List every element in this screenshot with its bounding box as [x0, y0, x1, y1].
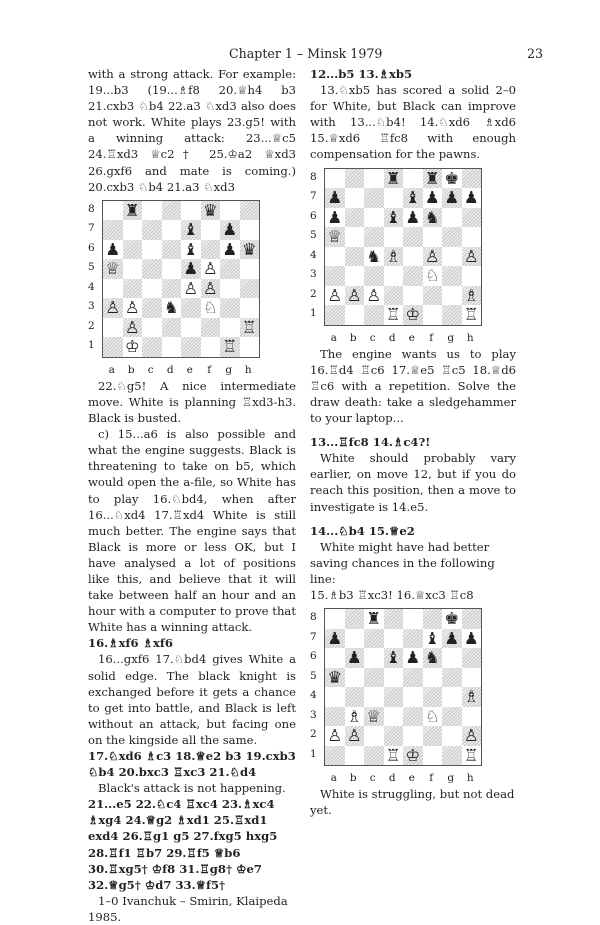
- rank-label: 1: [310, 747, 317, 760]
- rank-label: 7: [88, 222, 95, 235]
- board-square: ♙: [181, 279, 201, 299]
- rank-label: 7: [310, 630, 317, 643]
- board-square: [384, 726, 404, 746]
- board-square: [142, 318, 162, 338]
- paragraph: White might have had better saving chances in the following line:: [310, 539, 495, 586]
- board-square: [403, 169, 423, 189]
- board-square: [423, 726, 443, 746]
- board-square: [462, 648, 482, 668]
- board-square: [423, 687, 443, 707]
- board-square: ♝: [384, 208, 404, 228]
- rank-label: 2: [88, 319, 95, 332]
- rank-label: 6: [310, 650, 317, 663]
- board-square: [123, 259, 143, 279]
- board-square: ♛: [201, 201, 221, 221]
- board-square: ♟: [345, 648, 365, 668]
- rank-label: 3: [88, 300, 95, 313]
- chess-board: [324, 608, 482, 766]
- board-square: ♙: [462, 726, 482, 746]
- file-label: h: [466, 772, 474, 785]
- board-square: [220, 279, 240, 299]
- board-square: [384, 668, 404, 688]
- board-square: [423, 668, 443, 688]
- board-square: [384, 609, 404, 629]
- board-square: [201, 337, 221, 357]
- rank-label: 5: [310, 669, 317, 682]
- board-square: [442, 726, 462, 746]
- board-square: ♙: [325, 286, 345, 306]
- board-square: [384, 227, 404, 247]
- board-square: [364, 305, 384, 325]
- board-square: [103, 318, 123, 338]
- board-square: [442, 746, 462, 766]
- board-square: [240, 220, 260, 240]
- board-square: [364, 687, 384, 707]
- board-square: [462, 609, 482, 629]
- board-square: ♟: [403, 648, 423, 668]
- board-square: [403, 707, 423, 727]
- rank-label: 2: [310, 728, 317, 741]
- file-label: b: [349, 772, 357, 785]
- file-label: e: [408, 331, 415, 344]
- board-square: [403, 687, 423, 707]
- rank-label: 5: [88, 261, 95, 274]
- board-square: ♙: [201, 279, 221, 299]
- variation-line: 15.♗b3 ♖xc3! 16.♕xc3 ♖c8: [310, 587, 474, 602]
- board-square: [462, 208, 482, 228]
- main-move: 17.♘xd6 ♗c3 18.♕e2 b3 19.cxb3 ♘b4 20.bxc3 ♖xc3 21.♘d4: [88, 749, 296, 780]
- board-square: [364, 668, 384, 688]
- board-square: [345, 629, 365, 649]
- board-square: [240, 279, 260, 299]
- board-square: ♕: [364, 707, 384, 727]
- board-square: [103, 337, 123, 357]
- file-label: c: [369, 331, 376, 344]
- board-square: [181, 201, 201, 221]
- board-square: [423, 227, 443, 247]
- board-square: [123, 240, 143, 260]
- board-square: [162, 279, 182, 299]
- main-move: 16.♗xf6 ♗xf6: [88, 636, 173, 651]
- rank-label: 8: [310, 611, 317, 624]
- board-square: [181, 298, 201, 318]
- board-square: [364, 266, 384, 286]
- rank-label: 4: [310, 248, 317, 261]
- board-square: [325, 707, 345, 727]
- board-square: [442, 286, 462, 306]
- file-label: a: [330, 772, 337, 785]
- board-square: [345, 188, 365, 208]
- board-square: [325, 169, 345, 189]
- board-square: [142, 201, 162, 221]
- board-square: ♔: [403, 305, 423, 325]
- board-square: [403, 286, 423, 306]
- board-square: [442, 208, 462, 228]
- board-square: [462, 169, 482, 189]
- board-square: [384, 188, 404, 208]
- board-square: ♞: [423, 208, 443, 228]
- board-square: ♟: [462, 188, 482, 208]
- board-square: ♛: [325, 668, 345, 688]
- board-square: ♝: [181, 220, 201, 240]
- board-square: [442, 305, 462, 325]
- board-square: [384, 629, 404, 649]
- rank-label: 4: [88, 280, 95, 293]
- board-square: [442, 707, 462, 727]
- board-square: [403, 726, 423, 746]
- board-square: ♟: [325, 188, 345, 208]
- board-square: ♘: [201, 298, 221, 318]
- caption: White is struggling, but not dead yet.: [310, 787, 515, 818]
- board-square: [403, 668, 423, 688]
- board-square: [442, 227, 462, 247]
- board-square: ♖: [462, 305, 482, 325]
- board-square: [442, 648, 462, 668]
- chess-board: [324, 168, 482, 326]
- left-column: [88, 66, 296, 925]
- board-square: [103, 220, 123, 240]
- rank-label: 3: [310, 708, 317, 721]
- rank-label: 7: [310, 190, 317, 203]
- board-square: ♟: [220, 220, 240, 240]
- board-square: [462, 668, 482, 688]
- rank-label: 4: [310, 689, 317, 702]
- board-square: [384, 266, 404, 286]
- board-square: [345, 266, 365, 286]
- paragraph: The engine wants us to play 16.♖d4 ♖c6 17.♕e5 ♖c5 18.♕d6 ♖c6 with a repetition. Solve the draw death: take a sledgehammer to your laptop...: [310, 346, 516, 426]
- file-label: d: [388, 772, 396, 785]
- board-square: [220, 201, 240, 221]
- board-square: ♙: [462, 247, 482, 267]
- board-square: [162, 240, 182, 260]
- board-square: ♘: [423, 266, 443, 286]
- board-square: ♞: [364, 247, 384, 267]
- paragraph: 1–0 Ivanchuk – Smirin, Klaipeda 1985.: [88, 893, 288, 924]
- board-square: ♟: [403, 208, 423, 228]
- rank-label: 5: [310, 229, 317, 242]
- board-square: ♟: [423, 188, 443, 208]
- board-square: [345, 609, 365, 629]
- board-square: ♖: [384, 746, 404, 766]
- board-square: ♞: [423, 648, 443, 668]
- board-square: ♙: [345, 726, 365, 746]
- board-square: [364, 208, 384, 228]
- board-square: ♙: [123, 318, 143, 338]
- board-square: [181, 337, 201, 357]
- board-square: ♟: [103, 240, 123, 260]
- board-square: [142, 279, 162, 299]
- file-label: d: [166, 363, 174, 376]
- board-square: ♗: [462, 687, 482, 707]
- board-square: [345, 687, 365, 707]
- board-square: [142, 259, 162, 279]
- file-label: c: [369, 772, 376, 785]
- board-square: ♙: [325, 726, 345, 746]
- file-label: f: [429, 331, 434, 344]
- file-label: g: [225, 363, 233, 376]
- board-square: [123, 279, 143, 299]
- board-square: [162, 337, 182, 357]
- board-square: [220, 259, 240, 279]
- section-heading: 12...b5 13.♗xb5: [310, 67, 413, 81]
- board-square: [364, 648, 384, 668]
- board-square: [384, 687, 404, 707]
- board-square: [345, 208, 365, 228]
- board-square: [364, 188, 384, 208]
- board-square: ♕: [325, 227, 345, 247]
- board-square: [220, 298, 240, 318]
- file-label: h: [466, 331, 474, 344]
- board-square: [423, 286, 443, 306]
- board-square: [403, 609, 423, 629]
- file-label: e: [186, 363, 193, 376]
- board-square: ♙: [364, 286, 384, 306]
- paragraph: with a strong attack. For example: 19...b3 (19...♗f8 20.♕h4 b3 21.cxb3 ♘b4 22.a3 ♘xd3 also does not work. White plays 23.g5! with a winning attack: 23...♕c5 24.♖xd3 ♕c2† 25.♔a2 ♕xd3 26.gxf6 and mate is coming.) 20.cxb3 ♘b4 21.a3 ♘xd3: [88, 67, 296, 194]
- board-square: [403, 227, 423, 247]
- board-square: ♝: [181, 240, 201, 260]
- board-square: [201, 318, 221, 338]
- chess-board: [102, 200, 260, 358]
- board-square: [403, 629, 423, 649]
- board-square: [384, 286, 404, 306]
- section-heading: 14...♘b4 15.♕e2: [310, 523, 415, 538]
- rank-label: 1: [88, 339, 95, 352]
- board-square: ♚: [442, 609, 462, 629]
- board-square: ♝: [403, 188, 423, 208]
- board-square: ♜: [384, 169, 404, 189]
- file-label: a: [108, 363, 115, 376]
- rank-label: 8: [310, 170, 317, 183]
- board-square: [462, 266, 482, 286]
- board-square: ♗: [345, 707, 365, 727]
- board-square: [325, 609, 345, 629]
- board-square: ♙: [123, 298, 143, 318]
- board-square: ♟: [220, 240, 240, 260]
- board-square: ♘: [423, 707, 443, 727]
- file-label: a: [330, 331, 337, 344]
- board-square: ♔: [403, 746, 423, 766]
- board-square: [384, 707, 404, 727]
- board-square: [142, 298, 162, 318]
- board-square: ♟: [462, 629, 482, 649]
- file-label: b: [349, 331, 357, 344]
- board-square: [345, 746, 365, 766]
- page-number: 23: [527, 46, 544, 61]
- board-square: [325, 247, 345, 267]
- board-square: [364, 169, 384, 189]
- board-square: [220, 318, 240, 338]
- board-square: ♙: [103, 298, 123, 318]
- board-square: [162, 318, 182, 338]
- paragraph: 13.♘xb5 has scored a solid 2–0 for White, but Black can improve with 13...♘b4! 14.♘xd6 ♗xd6 15.♕xd6 ♖fc8 with enough compensation for the pawns.: [310, 83, 516, 162]
- board-square: [442, 266, 462, 286]
- board-square: [345, 247, 365, 267]
- board-square: [142, 337, 162, 357]
- paragraph: 22.♘g5! A nice intermediate move. White is planning ♖xd3-h3. Black is busted.: [88, 378, 296, 426]
- rank-label: 1: [310, 307, 317, 320]
- board-square: ♔: [123, 337, 143, 357]
- board-square: ♖: [384, 305, 404, 325]
- board-square: ♚: [442, 169, 462, 189]
- board-square: [142, 220, 162, 240]
- board-square: [423, 746, 443, 766]
- board-square: [103, 201, 123, 221]
- chess-diagram: [310, 608, 516, 786]
- board-square: ♟: [181, 259, 201, 279]
- board-square: [364, 629, 384, 649]
- board-square: [345, 227, 365, 247]
- board-square: [364, 746, 384, 766]
- board-square: [345, 668, 365, 688]
- board-square: ♖: [220, 337, 240, 357]
- board-square: [325, 266, 345, 286]
- chess-diagram: [310, 168, 516, 346]
- board-square: [325, 648, 345, 668]
- board-square: [240, 259, 260, 279]
- section-heading: 13...♖fc8 14.♗c4?!: [310, 435, 431, 450]
- rank-label: 6: [310, 209, 317, 222]
- board-square: ♛: [240, 240, 260, 260]
- file-label: g: [447, 772, 455, 785]
- board-square: [162, 201, 182, 221]
- paragraph: 16...gxf6 17.♘bd4 gives White a solid edge. The black knight is exchanged before it gets a chance to get into battle, and Black is left without an attack, but facing one on the kingside all the same.: [88, 652, 296, 747]
- board-square: [423, 305, 443, 325]
- board-square: ♞: [162, 298, 182, 318]
- paragraph: White should probably vary earlier, on move 12, but if you do reach this position, then a move to investigate is 14.e5.: [310, 451, 516, 514]
- file-label: e: [408, 772, 415, 785]
- chess-diagram: [88, 200, 296, 378]
- board-square: ♕: [103, 259, 123, 279]
- paragraph: c) 15...a6 is also possible and what the engine suggests. Black is threatening to take on b5, which would open the a-file, so White has to play 16.♘bd4, when after 16...♘xd4 17.♖xd4 White is still much better. The engine says that Black is more or less OK, but I have analysed a lot of positions like this, and believe that it will take between half an hour and an hour with a computer to prove that White has a winning attack.: [88, 427, 296, 635]
- rank-label: 2: [310, 287, 317, 300]
- board-square: ♙: [423, 247, 443, 267]
- file-label: f: [429, 772, 434, 785]
- file-label: c: [147, 363, 154, 376]
- board-square: [442, 687, 462, 707]
- board-square: ♗: [462, 286, 482, 306]
- board-square: [181, 318, 201, 338]
- file-label: b: [127, 363, 135, 376]
- rank-label: 8: [88, 202, 95, 215]
- board-square: [442, 668, 462, 688]
- board-square: ♟: [442, 629, 462, 649]
- board-square: ♜: [423, 169, 443, 189]
- file-label: g: [447, 331, 455, 344]
- file-label: h: [244, 363, 252, 376]
- board-square: [103, 279, 123, 299]
- board-square: [240, 201, 260, 221]
- board-square: ♟: [325, 629, 345, 649]
- board-square: [462, 707, 482, 727]
- file-label: d: [388, 331, 396, 344]
- chapter-title: Chapter 1 – Minsk 1979: [229, 46, 383, 61]
- main-move: 21...e5 22.♘c4 ♖xc4 23.♗xc4 ♗xg4 24.♕g2 ♗xd1 25.♖xd1 exd4 26.♖g1 g5 27.fxg5 hxg5 28.♖f1 ♖b7 29.♖f5 ♕b6 30.♖xg5† ♔f8 31.♖g8† ♔e7 32.♕g5† ♔d7 33.♕f5†: [88, 797, 278, 892]
- board-square: ♜: [364, 609, 384, 629]
- board-square: [162, 259, 182, 279]
- board-square: [345, 305, 365, 325]
- board-square: [364, 227, 384, 247]
- board-square: [345, 169, 365, 189]
- rank-label: 6: [88, 241, 95, 254]
- rank-label: 3: [310, 268, 317, 281]
- board-square: ♖: [240, 318, 260, 338]
- board-square: [201, 220, 221, 240]
- board-square: [403, 266, 423, 286]
- board-square: ♟: [325, 208, 345, 228]
- board-square: ♝: [384, 648, 404, 668]
- board-square: [240, 298, 260, 318]
- board-square: ♗: [384, 247, 404, 267]
- paragraph: Black's attack is not happening.: [98, 781, 286, 796]
- board-square: [462, 227, 482, 247]
- board-square: [442, 247, 462, 267]
- board-square: [325, 746, 345, 766]
- board-square: [240, 337, 260, 357]
- board-square: [325, 305, 345, 325]
- board-square: [325, 687, 345, 707]
- right-column: [310, 66, 516, 818]
- board-square: ♙: [201, 259, 221, 279]
- board-square: [142, 240, 162, 260]
- board-square: [403, 247, 423, 267]
- board-square: [423, 609, 443, 629]
- board-square: [201, 240, 221, 260]
- file-label: f: [207, 363, 212, 376]
- board-square: ♙: [345, 286, 365, 306]
- board-square: ♝: [423, 629, 443, 649]
- board-square: ♟: [442, 188, 462, 208]
- board-square: [123, 220, 143, 240]
- board-square: [364, 726, 384, 746]
- board-square: ♖: [462, 746, 482, 766]
- board-square: [162, 220, 182, 240]
- board-square: ♜: [123, 201, 143, 221]
